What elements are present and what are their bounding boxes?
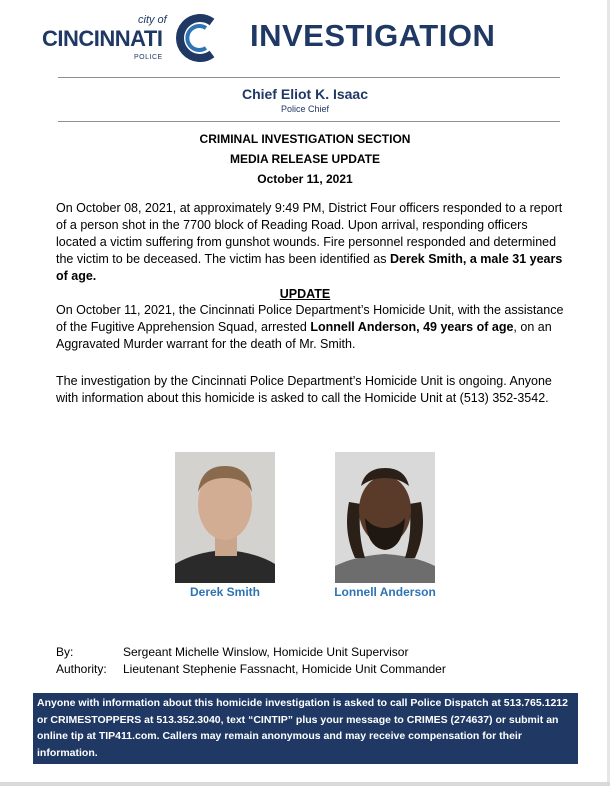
logo-cityof: city of	[138, 14, 167, 26]
section-heading: CRIMINAL INVESTIGATION SECTION	[199, 132, 411, 146]
incident-text: On October 08, 2021, at approximately 9:49 PM, District Four officers responded to a report of a person shot in the 7700 block of Reading Road. Upon arrival, responding officers located a victim suffering from gunshot wounds. Fire personnel responded and determined the victim to be deceased. The victim has been identified as	[56, 201, 563, 266]
logo-c-icon	[172, 12, 220, 64]
arrest-text-1: On October 11, 2021, the Cincinnati Police Department’s Homicide Unit, with the assistance of the Fugitive Apprehension Squad, arrested	[56, 303, 564, 334]
release-date: October 11, 2021	[257, 172, 353, 186]
victim-caption: Derek Smith	[189, 585, 261, 599]
paragraph-arrest	[56, 302, 566, 353]
chief-name: Chief Eliot K. Isaac	[241, 86, 369, 102]
by-value: Sergeant Michelle Winslow, Homicide Unit Supervisor	[123, 645, 409, 659]
chief-title: Police Chief	[280, 104, 330, 114]
page-title: INVESTIGATION	[250, 18, 496, 53]
authority-label: Authority:	[56, 662, 107, 676]
arrest-text-2: , on an Aggravated Murder warrant for the death of Mr. Smith.	[56, 320, 552, 351]
divider-top	[58, 77, 560, 78]
page-bottom-edge	[0, 782, 610, 786]
suspect-caption: Lonnell Anderson	[334, 585, 436, 599]
victim-identity: Derek Smith, a male 31 years of age.	[56, 252, 563, 283]
authority-line	[56, 661, 446, 678]
suspect-identity: Lonnell Anderson, 49 years of age	[310, 320, 514, 334]
tip-info-banner: Anyone with information about this homicide investigation is asked to call Police Dispatch at 513.765.1212 or CRIMESTOPPERS at 513.352.3040, text “CINTIP” plus your message to CRIMES (274637) or submit an online tip at TIP411.com. Callers may remain anonymous and may receive compensation for their information.	[33, 693, 578, 764]
suspect-photo	[335, 452, 435, 583]
authority-value: Lieutenant Stephenie Fassnacht, Homicide Unit Commander	[123, 662, 446, 676]
by-line	[56, 644, 408, 661]
release-heading: MEDIA RELEASE UPDATE	[229, 152, 380, 166]
cincinnati-police-logo	[42, 12, 222, 68]
logo-sub: POLICE	[134, 54, 163, 61]
update-heading: UPDATE	[279, 287, 331, 301]
victim-photo	[175, 452, 275, 583]
by-label: By:	[56, 645, 74, 659]
divider-bottom	[58, 121, 560, 122]
logo-name: CINCINNATI	[42, 26, 163, 51]
paragraph-ongoing: The investigation by the Cincinnati Police Department’s Homicide Unit is ongoing. Anyone with information about this homicide is asked to call the Homicide Unit at (513) 352-3542.	[56, 374, 552, 405]
paragraph-incident	[56, 200, 566, 285]
